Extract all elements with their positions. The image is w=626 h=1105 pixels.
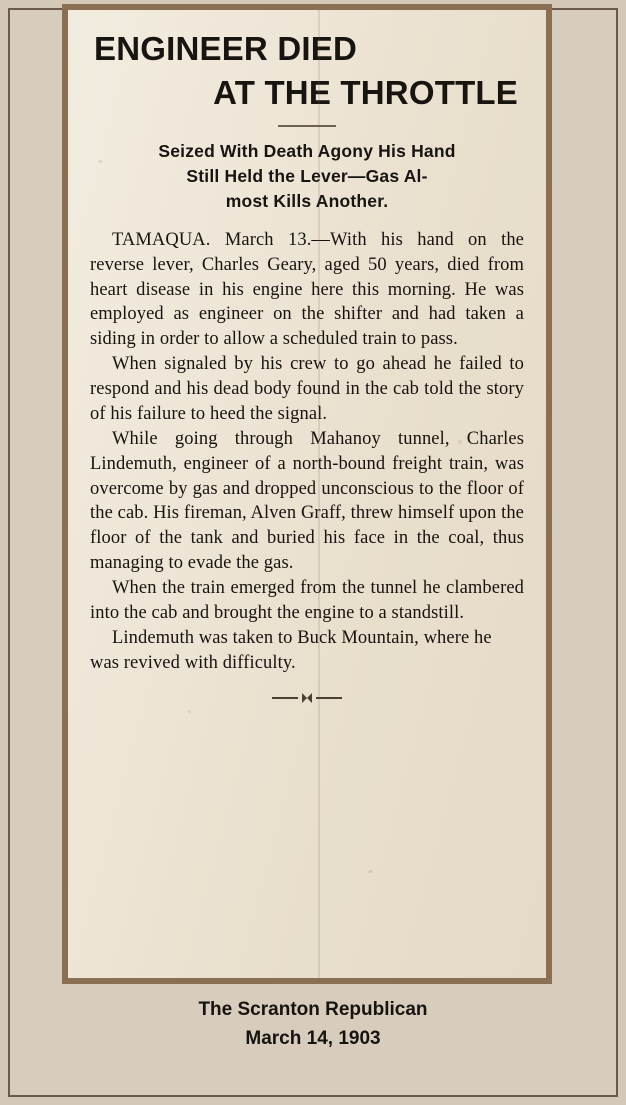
article-paragraph: When signaled by his crew to go ahead he failed to respond and his dead body found in the cab told the story of his failure to heed the signal. bbox=[90, 354, 524, 424]
newspaper-clipping bbox=[68, 10, 546, 978]
caption-date: March 14, 1903 bbox=[245, 1027, 381, 1049]
article-paragraph: When the train emerged from the tunnel he clambered into the cab and brought the engine to a standstill. bbox=[90, 578, 524, 623]
ornament-diamond-icon bbox=[302, 693, 312, 703]
article-paragraph: TAMAQUA. March 13.—With his hand on the reverse lever, Charles Geary, aged 50 years, died from heart disease in his engine here this morning. He was employed as engineer on the shifter and had taken a siding in order to allow a scheduled train to pass. bbox=[90, 229, 524, 350]
headline-line-2: AT THE THROTTLE bbox=[213, 73, 518, 111]
subhead-line-2: Still Held the Lever—Gas Al- bbox=[186, 166, 428, 187]
ornament-dash-left bbox=[272, 697, 298, 699]
paper-fold-line bbox=[318, 10, 320, 978]
article-headline bbox=[94, 30, 524, 111]
newspaper-clipping-frame bbox=[62, 4, 552, 984]
article-paragraph: While going through Mahanoy tunnel, Charles Lindemuth, engineer of a north-bound freight train, was overcome by gas and dropped unconscious to the floor of the cab. His fireman, Alven Graff, threw himself upon the floor of the tank and buried his face in the coal, thus managing to evade the gas. bbox=[90, 428, 524, 574]
subhead-line-1: Seized With Death Agony His Hand bbox=[158, 141, 456, 162]
paper-speck bbox=[188, 710, 191, 713]
headline-divider bbox=[278, 125, 336, 127]
article-subhead bbox=[92, 139, 522, 214]
article-body bbox=[90, 228, 524, 676]
source-caption bbox=[0, 996, 626, 1053]
headline-line-1: ENGINEER DIED bbox=[94, 30, 357, 67]
subhead-line-3: most Kills Another. bbox=[225, 190, 389, 211]
paper-speck bbox=[368, 870, 373, 873]
article-paragraph: Lindemuth was taken to Buck Mountain, where he was revived with difficulty. bbox=[90, 627, 492, 673]
end-of-article-ornament bbox=[90, 690, 524, 705]
caption-publication: The Scranton Republican bbox=[198, 999, 428, 1020]
